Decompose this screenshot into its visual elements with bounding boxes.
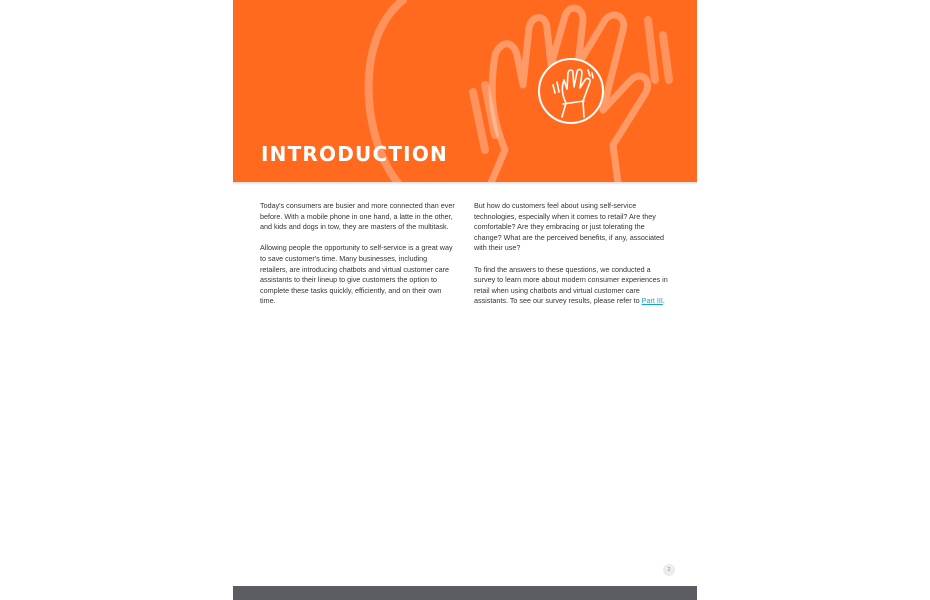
document-page xyxy=(233,0,697,600)
page-title: INTRODUCTION xyxy=(261,142,448,166)
intro-paragraph: Today's consumers are busier and more connected than ever before. With a mobile phone in one hand, a latte in the other, and kids and dogs in tow, they are masters of the multitask. xyxy=(260,201,455,232)
intro-paragraph: Allowing people the opportunity to self-service is a great way to save customer's time. Many businesses, including retailers, are introducing chatbots and virtual customer care assistants to their lineup to give customers the option to complete these tasks quickly, efficiently, and on their own time. xyxy=(260,243,453,306)
footer-bar xyxy=(233,586,697,600)
page-number: 2 xyxy=(663,564,675,576)
right-text-column xyxy=(474,201,670,318)
intro-paragraph xyxy=(474,265,670,307)
sentence-end: . xyxy=(662,296,665,306)
left-text-column xyxy=(260,201,456,318)
intro-paragraph: But how do customers feel about using self-service technologies, especially when it comes to retail? Are they comfortable? Are they embracing or just tolerating the change? What are the perceived benefits, if any, associated with their use? xyxy=(474,201,665,253)
survey-sentence: To find the answers to these questions, we conducted a survey to learn more about modern consumer experiences in retail when using chatbots and virtual customer care assistants. To see our survey results, please refer to xyxy=(474,264,668,306)
part-iii-link[interactable]: Part III xyxy=(641,296,663,306)
hero-divider xyxy=(233,182,697,185)
hero-banner xyxy=(233,0,697,183)
